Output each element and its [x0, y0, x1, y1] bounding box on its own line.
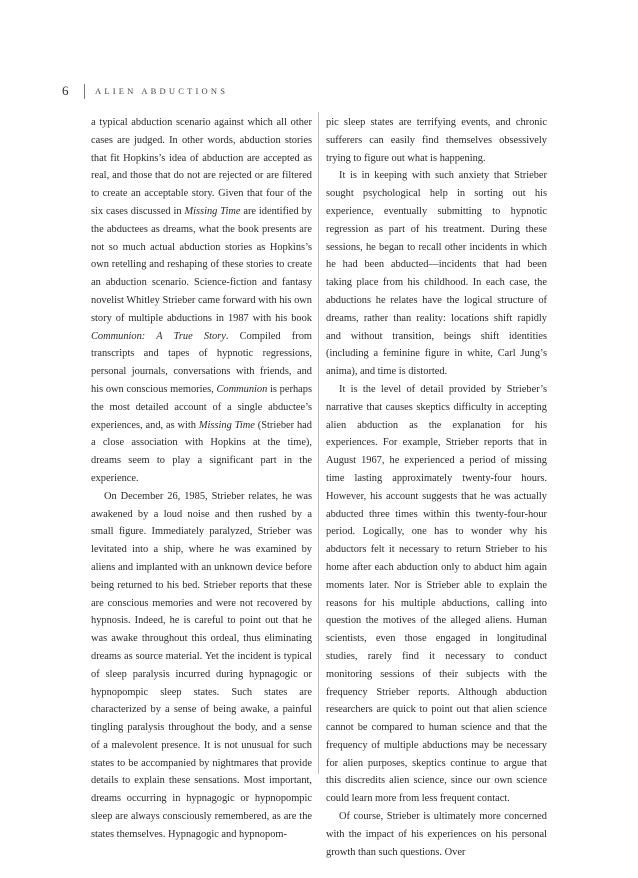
book-title: Communion: A True Story: [91, 330, 226, 342]
page-number: 6: [62, 83, 69, 98]
left-column: [91, 114, 312, 844]
running-head: [62, 83, 228, 99]
book-title: Missing Time: [184, 205, 241, 217]
book-title: Missing Time: [198, 419, 255, 431]
running-head-rule: [84, 84, 85, 99]
paragraph: Of course, Strieber is ultimately more concerned with the impact of his experiences on his personal growth than such questions. Over: [326, 811, 547, 858]
book-title: Communion: [216, 383, 268, 395]
paragraph: pic sleep states are terrifying events, and chronic sufferers can easily find themselves obsessively trying to figure out what is happening.: [326, 117, 547, 164]
paragraph-text: . Compiled from transcripts and tapes of hypnotic regressions, personal journals, conversations with friends, and his own conscious memories,: [91, 330, 313, 395]
paragraph: On December 26, 1985, Strieber relates, he was awakened by a loud noise and then rushed by a small figure. Immediately paralyzed, Strieber was levitated into a ship, where he was examined by aliens and implanted with an unknown device before being returned to his bed. Strieber reports that these are conscious memories and were not recovered by hypnosis. Indeed, he is careful to point out that he was awake throughout this ordeal, thus eliminating dreams as source material. Yet the incident is typical of sleep paralysis incurred during hypnagogic or hypnopompic sleep states. Such states are characterized by a sense of being awake, a painful tingling paralysis throughout the body, and a sense of a malevolent presence. It is not unusual for such states to be accompanied by nightmares that provide details to explain these sensations. Most important, dreams occurring in hypnagogic or hypnopompic sleep are always consciously remembered, as are the states themselves. Hypnagogic and hypnopom-: [91, 490, 312, 840]
paragraph-text: (Strieber had a close association with Hopkins at the time), dreams seem to play a significant part in the experience.: [91, 419, 312, 484]
paragraph: It is in keeping with such anxiety that Strieber sought psychological help in sorting out his experience, eventually submitting to hypnotic regression as part of his treatment. During these sessions, he began to recall other incidents in which he had been abducted—incidents that had been taking place from his childhood. In each case, the abductions he relates have the logical structure of dreams, rather than reality: locations shift rapidly and without transition, beings shift identities (including a feminine figure in white, Carl Jung’s anima), and time is distorted.: [326, 170, 547, 378]
paragraph: [91, 114, 312, 488]
column-divider: [318, 112, 319, 774]
running-title: ALIEN ABDUCTIONS: [95, 86, 229, 96]
right-column: [326, 114, 547, 861]
paragraph-text: is perhaps the most detailed account of a single abductee’s experiences, and, as with: [91, 383, 312, 431]
paragraph-text: are identified by the abductees as dreams, what the book presents are not so much actual abduction stories as Hopkins’s own retelling and reshaping of these stories to create an abduction scenario. Science-fiction and fantasy novelist Whitley Strieber came forward with his own story of multiple abductions in 1987 with his book: [91, 205, 312, 324]
paragraph-text: a typical abduction scenario against which all other cases are judged. In other words, abduction stories that fit Hopkins’s idea of abduction are accepted as real, and those that do not are rejected or are filtered to create an acceptable story. Given that four of the six cases discussed in: [91, 117, 312, 217]
paragraph: It is the level of detail provided by Strieber’s narrative that causes skeptics difficulty in accepting alien abduction as the explanation for his experiences. For example, Strieber reports that in August 1967, he experienced a period of missing time lasting approximately twenty-four hours. However, his account suggests that he was actually abducted three times within this twenty-four-hour period. Logically, one has to wonder why his abductors felt it necessary to return Strieber to his home after each abduction only to abduct him again moments later. Nor is Strieber able to explain the reasons for his multiple abductions, calling into question the motives of the alleged aliens. Human scientists, even those engaged in longitudinal studies, rarely find it necessary to conduct monitoring sessions of their subjects with the frequency Strieber reports. Although abduction researchers are quick to point out that alien science cannot be compared to human science and that the frequency of multiple abductions may be necessary for alien purposes, skeptics continue to argue that this discredits alien science, since our own science could learn more from less frequent contact.: [326, 383, 547, 805]
